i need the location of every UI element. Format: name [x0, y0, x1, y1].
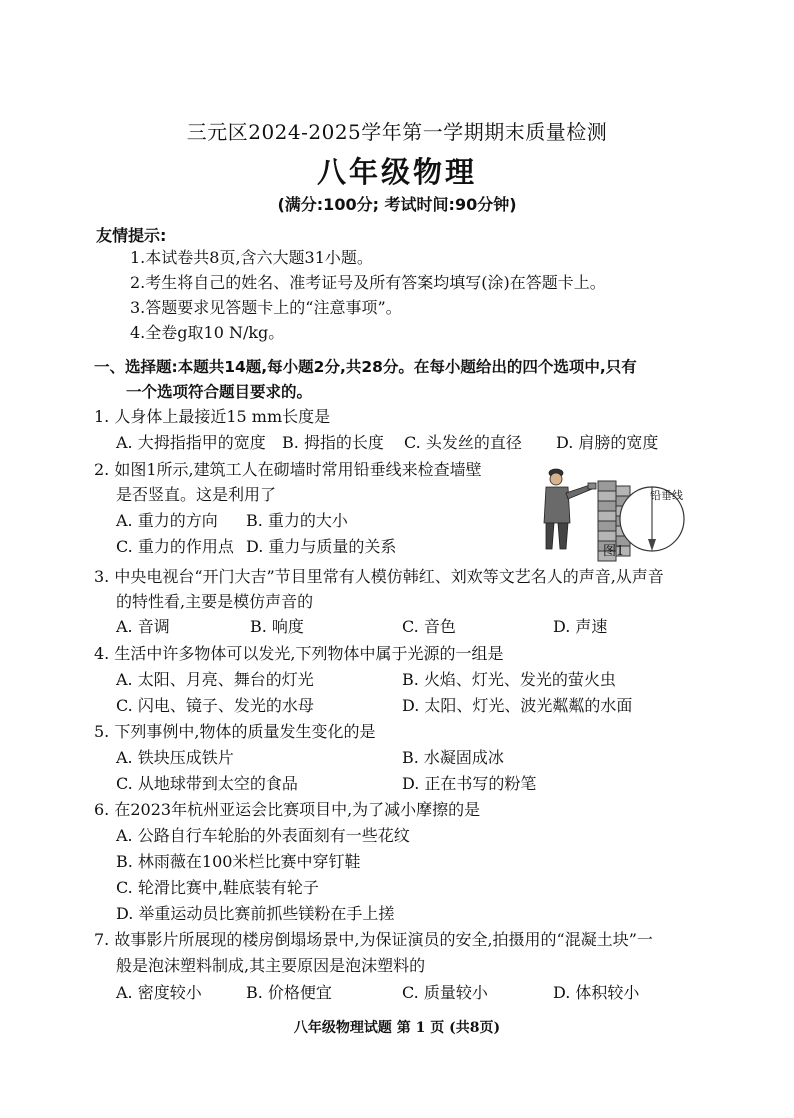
question-6-option-a: A. 公路自行车轮胎的外表面刻有一些花纹 — [116, 826, 410, 845]
notice-heading: 友情提示: — [96, 226, 167, 245]
notice-item-2: 2.考生将自己的姓名、准考证号及所有答案均填写(涂)在答题卡上。 — [130, 273, 606, 292]
question-1-option-d: D. 肩膀的宽度 — [556, 433, 659, 452]
notice-item-1: 1.本试卷共8页,含六大题31小题。 — [130, 248, 373, 267]
question-6-option-d: D. 举重运动员比赛前抓些镁粉在手上搓 — [116, 904, 395, 923]
question-1-option-a: A. 大拇指指甲的宽度 — [116, 433, 266, 452]
question-2-option-a: A. 重力的方向 — [116, 511, 218, 530]
question-2-option-b: B. 重力的大小 — [246, 511, 348, 530]
question-7-option-a: A. 密度较小 — [116, 983, 202, 1002]
notice-item-4: 4.全卷g取10 N/kg。 — [130, 323, 285, 342]
question-3-option-b: B. 响度 — [250, 617, 304, 636]
question-7-option-b: B. 价格便宜 — [246, 983, 332, 1002]
question-4-stem: 4. 生活中许多物体可以发光,下列物体中属于光源的一组是 — [94, 644, 504, 663]
exam-title-line1: 三元区2024-2025学年第一学期期末质量检测 — [186, 120, 608, 144]
question-2-stem-cont: 是否竖直。这是利用了 — [116, 485, 277, 504]
question-7-stem-cont: 般是泡沫塑料制成,其主要原因是泡沫塑料的 — [116, 956, 426, 975]
question-3-option-c: C. 音色 — [402, 617, 456, 636]
plumb-line-label: 铅垂线 — [650, 489, 683, 502]
question-5-option-c: C. 从地球带到太空的食品 — [116, 774, 298, 793]
question-3-option-a: A. 音调 — [116, 617, 170, 636]
question-5-option-a: A. 铁块压成铁片 — [116, 748, 234, 767]
question-5-stem: 5. 下列事例中,物体的质量发生变化的是 — [94, 722, 376, 741]
question-4-option-b: B. 火焰、灯光、发光的萤火虫 — [402, 670, 616, 689]
question-7-stem: 7. 故事影片所展现的楼房倒塌场景中,为保证演员的安全,拍摄用的“混凝土块”一 — [94, 930, 653, 949]
question-3-stem-cont: 的特性看,主要是模仿声音的 — [116, 592, 314, 611]
exam-subtitle: (满分:100分; 考试时间:90分钟) — [277, 195, 517, 214]
question-6-stem: 6. 在2023年杭州亚运会比赛项目中,为了减小摩擦的是 — [94, 800, 481, 819]
notice-item-3: 3.答题要求见答题卡上的“注意事项”。 — [130, 298, 402, 317]
section1-heading-cont: 一个选项符合题目要求的。 — [126, 383, 313, 401]
question-7-option-c: C. 质量较小 — [402, 983, 488, 1002]
question-2-stem: 2. 如图1所示,建筑工人在砌墙时常用铅垂线来检查墙壁 — [94, 460, 482, 479]
question-1-stem: 1. 人身体上最接近15 mm长度是 — [94, 407, 331, 426]
exam-title-subject: 八年级物理 — [316, 155, 477, 189]
worker-figure — [544, 469, 596, 549]
question-4-option-c: C. 闪电、镜子、发光的水母 — [116, 696, 314, 715]
section1-heading: 一、选择题:本题共14题,每小题2分,共28分。在每小题给出的四个选项中,只有 — [94, 358, 637, 376]
page-footer: 八年级物理试题 第 1 页 (共8页) — [293, 1020, 501, 1036]
question-7-option-d: D. 体积较小 — [553, 983, 640, 1002]
question-3-option-d: D. 声速 — [553, 617, 608, 636]
question-1-option-c: C. 头发丝的直径 — [404, 433, 522, 452]
question-3-stem: 3. 中央电视台“开门大吉”节目里常有人模仿韩红、刘欢等文艺名人的声音,从声音 — [94, 567, 664, 586]
figure-1-caption: 图1 — [603, 544, 625, 559]
question-1-option-b: B. 拇指的长度 — [282, 433, 384, 452]
question-6-option-b: B. 林雨薇在100米栏比赛中穿钉鞋 — [116, 852, 361, 871]
question-5-option-d: D. 正在书写的粉笔 — [402, 774, 537, 793]
question-4-option-d: D. 太阳、灯光、波光粼粼的水面 — [402, 696, 633, 715]
question-4-option-a: A. 太阳、月亮、舞台的灯光 — [116, 670, 314, 689]
question-2-option-d: D. 重力与质量的关系 — [246, 537, 397, 556]
question-5-option-b: B. 水凝固成冰 — [402, 748, 504, 767]
question-2-option-c: C. 重力的作用点 — [116, 537, 234, 556]
question-6-option-c: C. 轮滑比赛中,鞋底装有轮子 — [116, 878, 319, 897]
